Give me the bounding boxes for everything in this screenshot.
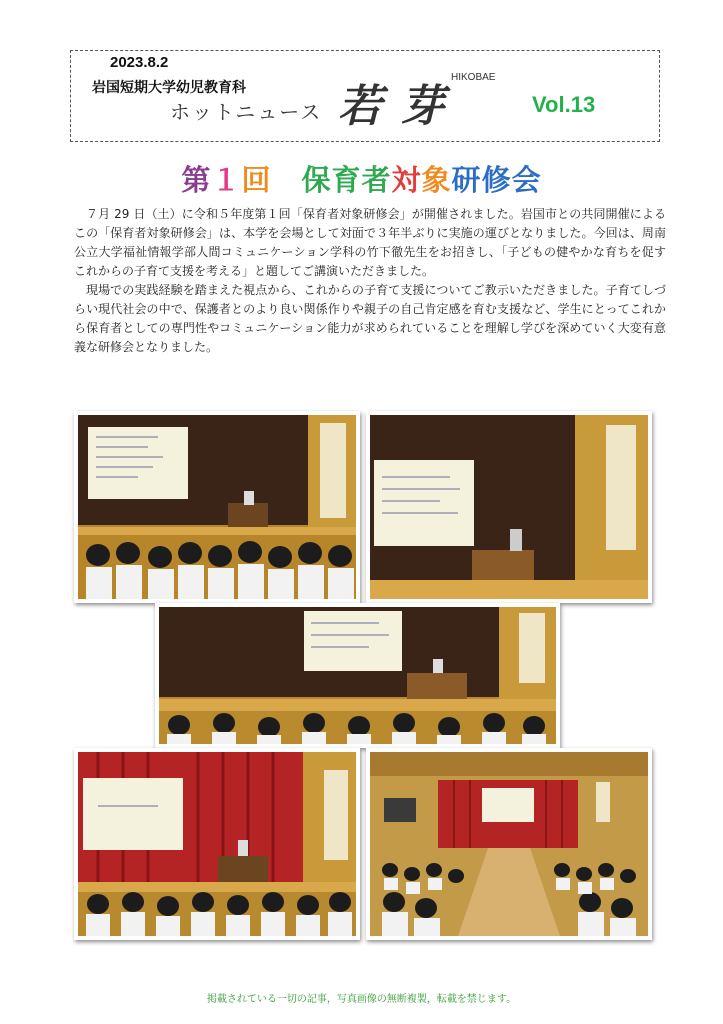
headline-char: 会 bbox=[511, 163, 542, 197]
photo-red-curtain-stage bbox=[74, 748, 360, 940]
article-paragraph-1: ７月 29 日（土）に令和５年度第１回「保育者対象研修会」が開催されました。岩国市との共同開催によるこの「保育者対象研修会」は、本学を会場として対面で３年半ぶりに実施の運びとなりました。今回は、周南公立大学福祉情報学部人間コミュニケーション学科の竹下徹先生をお招きし、「子どもの健やかな育ちを促すこれからの子育て支援を考える」と題してご講演いただきました。 bbox=[74, 207, 666, 278]
headline-char: 修 bbox=[481, 163, 512, 197]
headline-char bbox=[271, 158, 301, 199]
headline-char: 象 bbox=[421, 163, 452, 197]
headline-char: 第 bbox=[181, 163, 212, 197]
copyright-notice: 掲載されている一切の記事，写真画像の無断複製，転載を禁じます。 bbox=[206, 994, 517, 1005]
headline-char: 保 bbox=[301, 163, 332, 197]
newsletter-title: 若芽 bbox=[338, 81, 462, 132]
article-body bbox=[74, 205, 666, 357]
hotnews-label: ホットニュース bbox=[170, 100, 323, 124]
volume-number: Vol.13 bbox=[532, 92, 596, 117]
headline-char: 回 bbox=[241, 163, 272, 197]
headline-char: 研 bbox=[451, 163, 482, 197]
photo-lecture-hall-2 bbox=[155, 603, 560, 748]
issue-date: 2023.8.2 bbox=[110, 54, 169, 71]
headline-char: １ bbox=[211, 163, 242, 197]
photo-lecture-hall-1 bbox=[74, 411, 360, 603]
photo-speaker-podium bbox=[366, 411, 652, 603]
photo-hall-from-back bbox=[366, 748, 652, 940]
article-headline bbox=[0, 158, 723, 199]
newsletter-romaji: HIKOBAE bbox=[451, 72, 496, 83]
headline-char: 育 bbox=[331, 163, 362, 197]
headline-char: 者 bbox=[361, 163, 392, 197]
school-name: 岩国短期大学幼児教育科 bbox=[92, 80, 246, 96]
headline-char: 対 bbox=[391, 163, 422, 197]
article-paragraph-2: 現場での実践経験を踏まえた視点から、これからの子育て支援についてご教示いただきました。子育てしづらい現代社会の中で、保護者とのより良い関係作りや親子の自己肯定感を育む支援など、学生にとってこれから保育者としての専門性やコミュニケーション能力が求められていることを理解し学びを深めていく大変有意義な研修会となりました。 bbox=[74, 283, 666, 354]
